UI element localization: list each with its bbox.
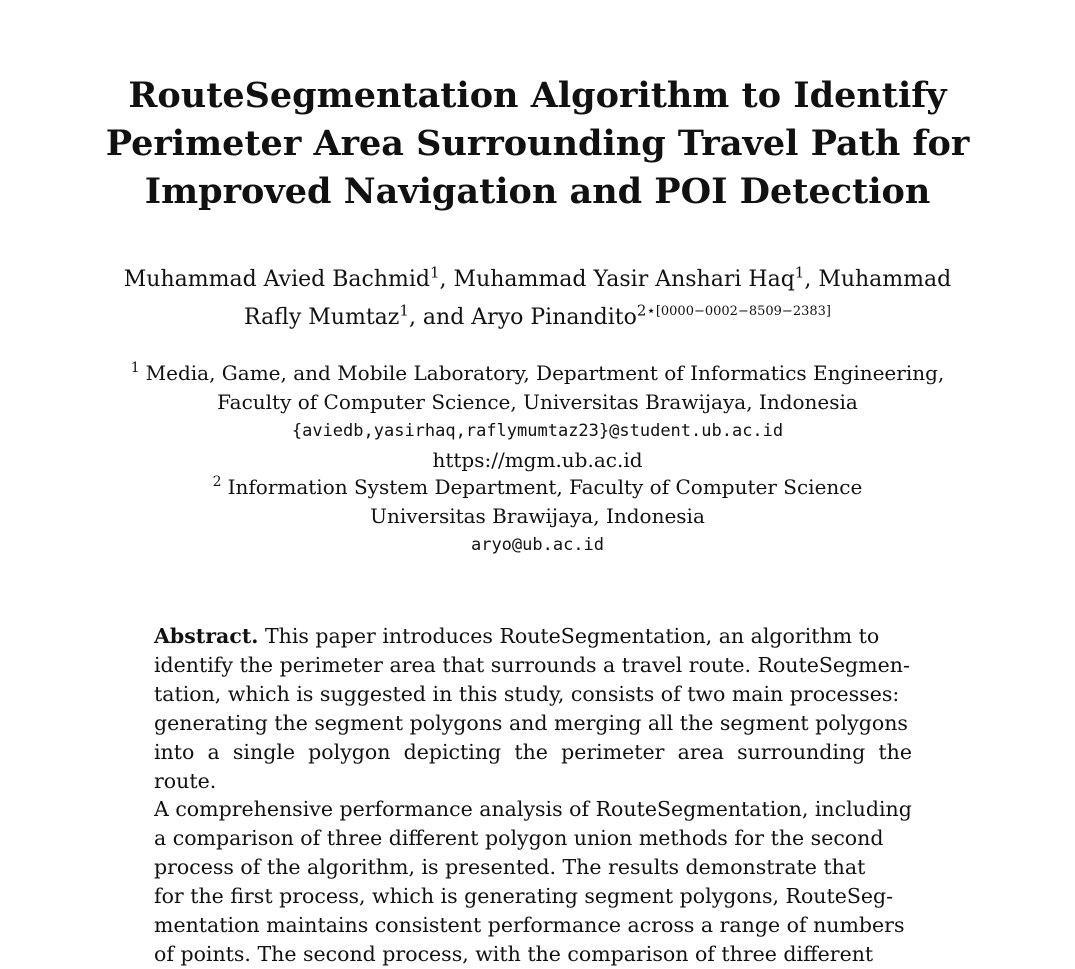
affiliation-line: Faculty of Computer Science, Universitas Brawijaya, Indonesia — [217, 390, 858, 414]
author-line — [0, 296, 1075, 334]
abstract-line: mentation maintains consistent performance across a range of numbers — [154, 913, 905, 938]
author-affil-mark: 2 — [636, 301, 647, 320]
abstract-line: generating the segment polygons and merging all the segment polygons — [154, 710, 908, 735]
title-line: Perimeter Area Surrounding Travel Path for — [105, 123, 970, 164]
abstract-line: into a single polygon depicting the perimeter area surrounding the route. — [154, 739, 912, 793]
affiliation-text: Information System Department, Faculty of Computer Science — [227, 475, 863, 499]
title-line: RouteSegmentation Algorithm to Identify — [128, 75, 947, 116]
abstract — [154, 622, 912, 969]
abstract-line: a comparison of three different polygon union methods for the second — [154, 826, 884, 851]
abstract-line — [154, 622, 912, 651]
affiliation-email: aryo@ub.ac.id — [470, 535, 605, 555]
affiliation-line: Universitas Brawijaya, Indonesia — [370, 504, 705, 528]
corresponding-author-star: ⋆ — [646, 301, 656, 320]
abstract-line: for the first process, which is generating segment polygons, RouteSeg- — [154, 884, 894, 909]
affiliation-line — [0, 354, 1075, 388]
title-line: Improved Navigation and POI Detection — [144, 171, 931, 212]
abstract-line: tation, which is suggested in this study, consists of two main processes: — [154, 681, 900, 706]
affiliation-line — [0, 468, 1075, 502]
affiliation-emails: {aviedb,yasirhaq,raflymumtaz23}@student.ub.ac.id — [291, 421, 784, 441]
abstract-line: of points. The second process, with the comparison of three different — [154, 941, 874, 966]
affiliation-url: https://mgm.ub.ac.id — [432, 448, 643, 472]
author-affil-mark: 1 — [399, 301, 409, 320]
author-separator: , and — [408, 305, 472, 330]
author-name: Muhammad Avied Bachmid — [123, 267, 430, 292]
abstract-line: A comprehensive performance analysis of RouteSegmentation, including — [154, 797, 912, 822]
abstract-text: This paper introduces RouteSegmentation, an algorithm to — [264, 624, 880, 648]
paper-title — [0, 72, 1075, 216]
affiliation-number: 1 — [130, 360, 140, 376]
author-line — [0, 264, 1075, 296]
abstract-line: identify the perimeter area that surrounds a travel route. RouteSegmen- — [154, 652, 910, 677]
author-affil-mark: 1 — [430, 263, 440, 282]
author-affil-mark: 1 — [794, 263, 805, 282]
author-name: Muhammad Yasir Anshari Haq — [453, 267, 795, 292]
author-name: Rafly Mumtaz — [244, 305, 400, 330]
author-name: Aryo Pinandito — [471, 305, 637, 330]
abstract-line: process of the algorithm, is presented. The results demonstrate that — [154, 855, 866, 880]
affiliation-1 — [0, 354, 1075, 475]
affiliation-number: 2 — [212, 474, 222, 490]
orcid-id: [0000−0002−8509−2383] — [655, 304, 831, 319]
author-separator: , Muhammad — [804, 267, 952, 292]
affiliation-text: Media, Game, and Mobile Laboratory, Department of Informatics Engineering, — [145, 361, 945, 385]
author-list — [0, 264, 1075, 334]
affiliation-2 — [0, 468, 1075, 560]
author-separator: , — [439, 267, 454, 292]
abstract-heading: Abstract. — [154, 624, 259, 648]
